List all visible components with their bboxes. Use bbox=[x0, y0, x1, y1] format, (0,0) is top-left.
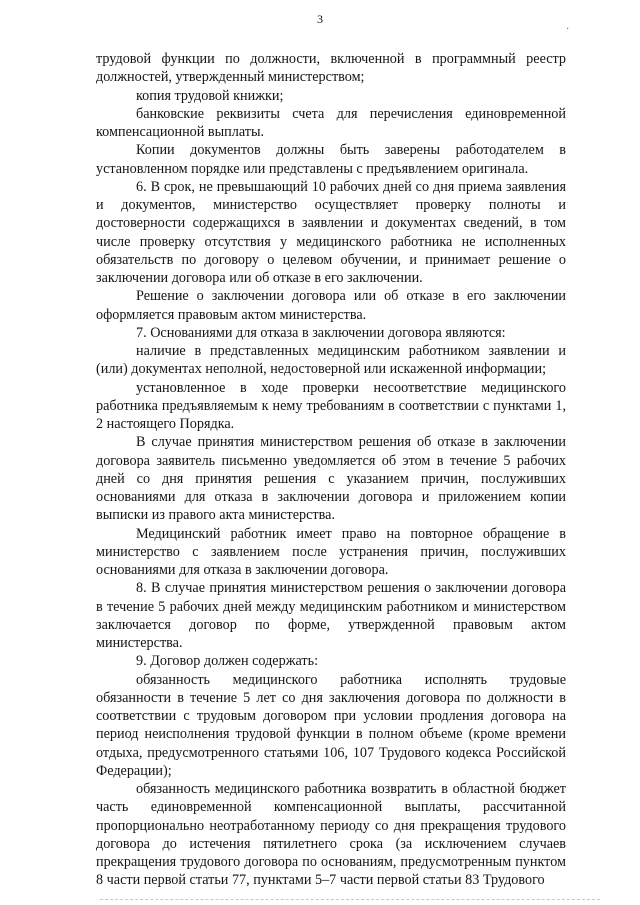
paragraph-clause-9: 9. Договор должен содержать: bbox=[136, 653, 319, 670]
paragraph-decision-formalization: Решение о заключении договора или об отказе в его заключении оформляется правовым актом министерства. bbox=[96, 288, 566, 323]
paragraph-continuation: трудовой функции по должности, включенной в программный реестр должностей, утвержденный министерством; bbox=[96, 51, 566, 86]
paragraph-bank-details: банковские реквизиты счета для перечисления единовременной компенсационной выплаты. bbox=[96, 105, 566, 140]
scan-artifact-line bbox=[100, 896, 600, 900]
scan-mark: · bbox=[566, 24, 570, 35]
paragraph-refusal-reason-mismatch: установленное в ходе проверки несоответствие медицинского работника предъявляемым к нему требованиям в соответствии с пунктами 1, 2 настоящего Порядка. bbox=[96, 379, 566, 432]
paragraph-refusal-notification: В случае принятия министерством решения об отказе в заключении договора заявитель письменно уведомляется об этом в течение 5 рабочих дней со дня принятия решения с указанием причин, послуживших основаниями для отказа в заключении договора и приложением копии выписки из правого акта министерства. bbox=[96, 434, 566, 524]
paragraph-copies-certification: Копии документов должны быть заверены работодателем в установленном порядке или представлены с предъявлением оригинала. bbox=[96, 142, 566, 177]
paragraph-obligation-refund: обязанность медицинского работника возвратить в областной бюджет часть единовременной компенсационной выплаты, рассчитанной пропорционально неотработанному периоду со дня прекращения трудового договора до истечения пятилетнего срока (за исключением случаев прекращения трудового договора по основаниям, предусмотренным пунктом 8 части первой статьи 77, пунктами 5–7 части первой статьи 83 Трудового bbox=[96, 781, 566, 889]
page-number: 3 bbox=[317, 12, 323, 26]
paragraph-employment-record-copy: копия трудовой книжки; bbox=[136, 87, 284, 104]
paragraph-clause-7: 7. Основаниями для отказа в заключении договора являются: bbox=[136, 324, 506, 341]
paragraph-repeat-application: Медицинский работник имеет право на повторное обращение в министерство с заявлением после устранения причин, послуживших основаниями для отказа в заключении договора. bbox=[96, 525, 566, 578]
paragraph-clause-6: 6. В срок, не превышающий 10 рабочих дней со дня приема заявления и документов, министерство осуществляет проверку полноты и достоверности содержащихся в заявлении и документах сведений, в том числе проверку отсутствия у медицинского работника не исполненных обязательств по договору о целевом обучении, и принимает решение о заключении договора или об отказе в его заключении. bbox=[96, 178, 566, 286]
paragraph-obligation-work: обязанность медицинского работника исполнять трудовые обязанности в течение 5 лет со дня заключения договора по должности в соответствии с трудовым договором при условии продления договора на период неисполнения трудовой функции в полном объеме (кроме времени отдыха, предусмотренного статьями 106, 107 Трудового кодекса Российской Федерации); bbox=[96, 671, 566, 779]
paragraph-clause-8: 8. В случае принятия министерством решения о заключении договора в течение 5 рабочих дней между медицинским работником и министерством заключается договор по форме, утвержденной правовым актом министерства. bbox=[96, 580, 566, 651]
document-body bbox=[96, 50, 566, 890]
paragraph-refusal-reason-incomplete: наличие в представленных медицинским работником заявлении и (или) документах неполной, недостоверной или искаженной информации; bbox=[96, 343, 566, 378]
